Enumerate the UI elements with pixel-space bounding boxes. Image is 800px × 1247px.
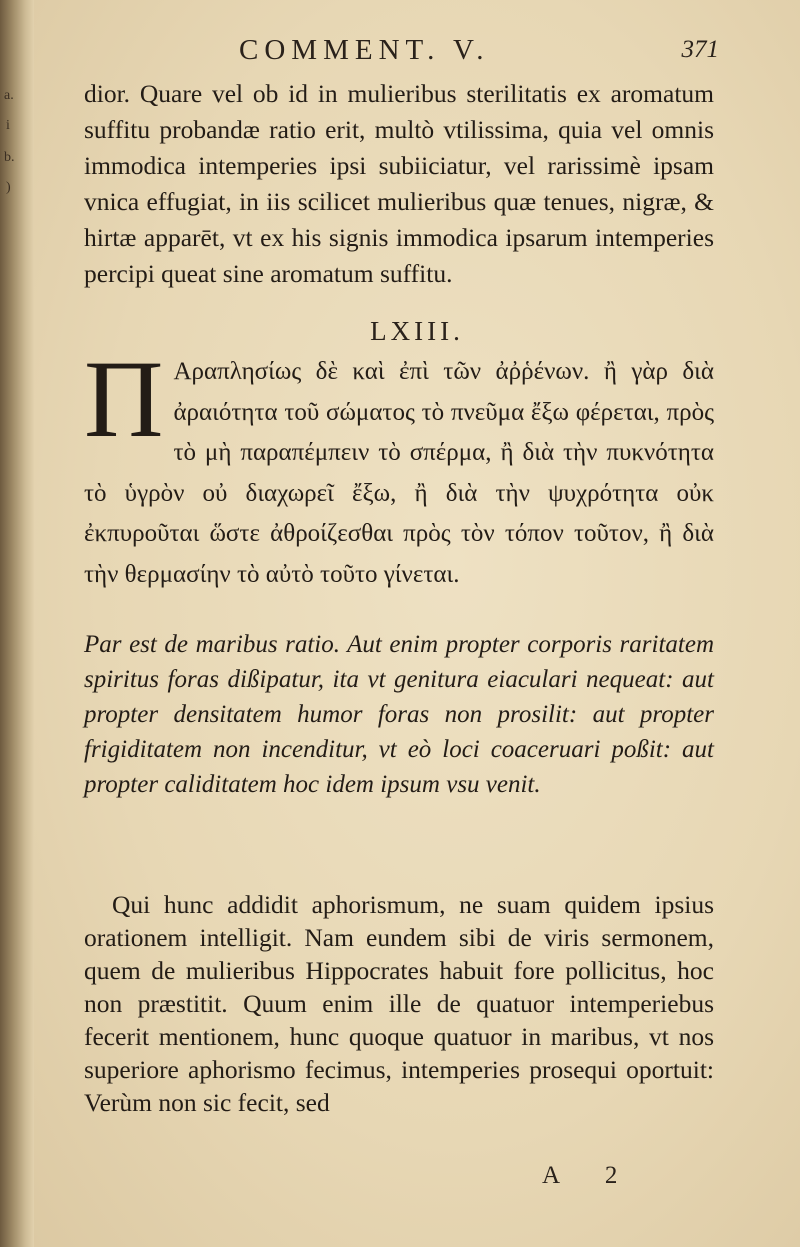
page-number: 371 [681,36,719,63]
gutter-mark: a. [4,88,14,103]
commentary-text: Qui hunc addidit aphorismum, ne suam quidem ipsius orationem intelligit. Nam eundem sibi de viris sermonem, quem de mulieribus Hippocrates habuit fore pollicitus, hoc non præstitit. Quum enim ille de quatuor intemperiebus fecerit mentionem, hunc quoque quatuor in maribus, vt nos superiore aphorismo fecimus, intemperies prosequi oportuit: Verùm non sic fecit, sed [84,890,714,1117]
gutter-mark: b. [4,150,15,165]
book-page [34,0,800,1247]
book-gutter [0,0,34,1247]
greek-aphorism [84,338,714,595]
running-header [239,30,719,74]
drop-cap: Π [84,338,164,460]
latin-translation: Par est de maribus ratio. Aut enim propter corporis raritatem spiritus foras dißipatur, ita vt genitura eiaculari nequeat: aut propter densitatem humor foras non prosilit: aut propter frigiditatem non incenditur, vt eò loci coaceruari poßit: aut propter caliditatem hoc idem ipsum vsu venit. [84,631,714,798]
aphorism-number: LXIII. [370,316,464,346]
commentary-paragraph [84,888,714,1119]
gutter-mark: ) [6,180,11,195]
greek-text: Αραπλησίως δὲ καὶ ἐπὶ τῶν ἀῤῥένων. ἢ γὰρ διὰ ἀραιότητα τοῦ σώματος τὸ πνεῦμα ἔξω φέρεται, πρὸς τὸ μὴ παραπέμπειν τὸ σπέρμα, ἢ διὰ τὴν πυκνότητα τὸ ὑγρὸν οὐ διαχωρεῖ ἔξω, ἢ διὰ τὴν ψυχρότητα οὐκ ἐκπυροῦται ὥστε ἀθροίζεσθαι πρὸς τὸν τόπον τοῦτον, ἢ διὰ τὴν θερμασίην τὸ αὐτὸ τοῦτο γίνεται. [84,358,714,588]
paragraph-continuation: dior. Quare vel ob id in mulieribus sterilitatis ex aromatum suffitu probandæ ratio erit, multò vtilissima, quia vel omnis immodica intemperies ipsi subiiciatur, vel rarissimè ipsam vnica effugiat, in iis scilicet mulieribus quæ tenues, nigræ, & hirtæ apparēt, vt ex his signis immodica ipsarum intemperies percipi queat sine aromatum suffitu. [84,79,714,288]
running-title: COMMENT. V. [239,34,490,66]
gutter-mark: i [6,118,10,133]
signature-mark: A 2 [542,1162,638,1189]
